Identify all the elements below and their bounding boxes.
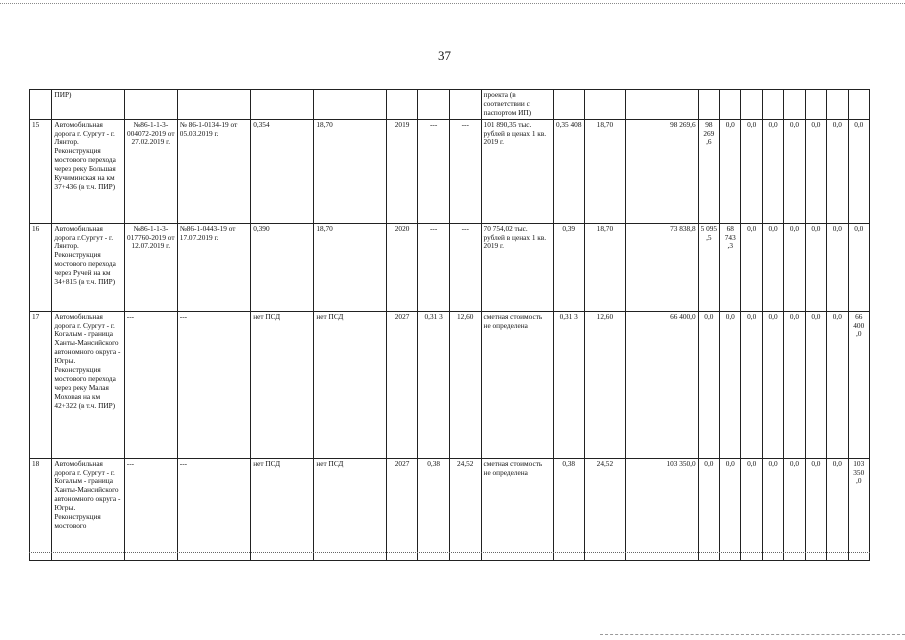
year-amount-cell: 0,0 (827, 223, 848, 311)
year-amount-cell: 0,0 (848, 119, 870, 223)
page-number: 37 (438, 48, 451, 63)
year-amount-cell: 66 400 ,0 (848, 311, 870, 458)
year-amount-cell: 0,0 (741, 458, 762, 560)
object-name-cell: ПИР) (52, 90, 124, 120)
object-name-cell: Автомобильная дорога г.Сургут - г. Лянтор. Реконструкция мостового перехода через Ручей на км 34+815 (в т.ч. ПИР) (52, 223, 124, 311)
expertise-cell: № 86-1-0134-19 от 05.03.2019 г. (177, 119, 250, 223)
scan-edge-bottom (600, 634, 905, 635)
total-cell: 66 400,0 (626, 311, 698, 458)
length2-cell: 0,39 (553, 223, 584, 311)
table-row (30, 119, 870, 223)
object-name-cell: Автомобильная дорога г. Сургут - г. Когалым - граница Ханты-Мансийского автономного округа - Югры. Реконструкция мостового перехода через реку Малая Моховая на км 42+322 (в т.ч. ПИР) (52, 311, 124, 458)
year-amount-cell: 0,0 (762, 223, 783, 311)
row-number: 16 (30, 223, 52, 311)
year-amount-cell: 0,0 (741, 311, 762, 458)
year-amount-cell: 0,0 (805, 119, 826, 223)
cost-basis-cell: проекта (в соответствии с паспортом ИП) (481, 90, 553, 120)
year-amount-cell: 0,0 (720, 311, 741, 458)
table-row-continuation (30, 90, 870, 120)
row-number: 17 (30, 311, 52, 458)
area2-cell: 24,52 (584, 458, 626, 560)
length-cell: нет ПСД (251, 458, 314, 560)
scan-edge-top (0, 3, 905, 4)
year-amount-cell: 0,0 (805, 458, 826, 560)
length-cell: нет ПСД (251, 311, 314, 458)
total-cell: 73 838,8 (626, 223, 698, 311)
psd-registration-cell: --- (124, 311, 177, 458)
year-amount-cell: 5 095 ,5 (698, 223, 719, 311)
area-cell: 18,70 (314, 119, 386, 223)
area-cell: 18,70 (314, 223, 386, 311)
cost-basis-cell: 70 754,02 тыс. рублей в ценах 1 кв. 2019 г. (481, 223, 553, 311)
length2-cell: 0,35 408 (553, 119, 584, 223)
year-amount-cell: 0,0 (762, 119, 783, 223)
area-cell: нет ПСД (314, 458, 386, 560)
capacity-length-cell: --- (418, 223, 450, 311)
psd-registration-cell: №86-1-1-3-017760-2019 от 12.07.2019 г. (124, 223, 177, 311)
year-amount-cell: 0,0 (805, 311, 826, 458)
row-number: 18 (30, 458, 52, 560)
year-amount-cell: 103 350 ,0 (848, 458, 870, 560)
total-cell: 103 350,0 (626, 458, 698, 560)
expertise-cell: --- (177, 311, 250, 458)
area2-cell: 18,70 (584, 223, 626, 311)
scan-dotted-line (29, 552, 870, 553)
year-amount-cell: 0,0 (741, 223, 762, 311)
year-amount-cell: 0,0 (720, 119, 741, 223)
year-amount-cell: 98 269 ,6 (698, 119, 719, 223)
area2-cell: 12,60 (584, 311, 626, 458)
psd-registration-cell: --- (124, 458, 177, 560)
year-cell: 2020 (386, 223, 418, 311)
year-amount-cell: 0,0 (784, 223, 805, 311)
expertise-cell: --- (177, 458, 250, 560)
capacity-area-cell: --- (449, 119, 481, 223)
year-amount-cell: 0,0 (698, 311, 719, 458)
area2-cell: 18,70 (584, 119, 626, 223)
year-amount-cell: 68 743 ,3 (720, 223, 741, 311)
year-amount-cell: 0,0 (827, 458, 848, 560)
year-amount-cell: 0,0 (784, 311, 805, 458)
cost-basis-cell: сметная стоимость не определена (481, 458, 553, 560)
table-row (30, 223, 870, 311)
year-amount-cell: 0,0 (720, 458, 741, 560)
year-amount-cell: 0,0 (741, 119, 762, 223)
psd-registration-cell: №86-1-1-3-004072-2019 от 27.02.2019 г. (124, 119, 177, 223)
length2-cell: 0,38 (553, 458, 584, 560)
capacity-area-cell: --- (449, 223, 481, 311)
year-amount-cell: 0,0 (784, 458, 805, 560)
capacity-length-cell: 0,38 (418, 458, 450, 560)
object-name-cell: Автомобильная дорога г. Сургут - г. Лянтор. Реконструкция мостового перехода через реку Большая Кучиминская на км 37+436 (в т.ч. ПИР) (52, 119, 124, 223)
length-cell: 0,390 (251, 223, 314, 311)
table-row (30, 458, 870, 560)
capacity-length-cell: 0,31 3 (418, 311, 450, 458)
capacity-length-cell: --- (418, 119, 450, 223)
length2-cell: 0,31 3 (553, 311, 584, 458)
total-cell: 98 269,6 (626, 119, 698, 223)
area-cell: нет ПСД (314, 311, 386, 458)
row-number: 15 (30, 119, 52, 223)
year-amount-cell: 0,0 (827, 311, 848, 458)
year-amount-cell: 0,0 (762, 458, 783, 560)
expertise-cell: №86-1-0443-19 от 17.07.2019 г. (177, 223, 250, 311)
year-cell: 2027 (386, 311, 418, 458)
object-name-cell: Автомобильная дорога г. Сургут - г. Когалым - граница Ханты-Мансийского автономного округа - Югры. Реконструкция мостового (52, 458, 124, 560)
year-amount-cell: 0,0 (698, 458, 719, 560)
length-cell: 0,354 (251, 119, 314, 223)
year-amount-cell: 0,0 (848, 223, 870, 311)
capacity-area-cell: 12,60 (449, 311, 481, 458)
year-amount-cell: 0,0 (805, 223, 826, 311)
table-row (30, 311, 870, 458)
year-amount-cell: 0,0 (762, 311, 783, 458)
objects-table (29, 89, 870, 561)
year-amount-cell: 0,0 (827, 119, 848, 223)
cost-basis-cell: сметная стоимость не определена (481, 311, 553, 458)
cost-basis-cell: 101 890,35 тыс. рублей в ценах 1 кв. 2019 г. (481, 119, 553, 223)
year-cell: 2027 (386, 458, 418, 560)
capacity-area-cell: 24,52 (449, 458, 481, 560)
year-cell: 2019 (386, 119, 418, 223)
year-amount-cell: 0,0 (784, 119, 805, 223)
